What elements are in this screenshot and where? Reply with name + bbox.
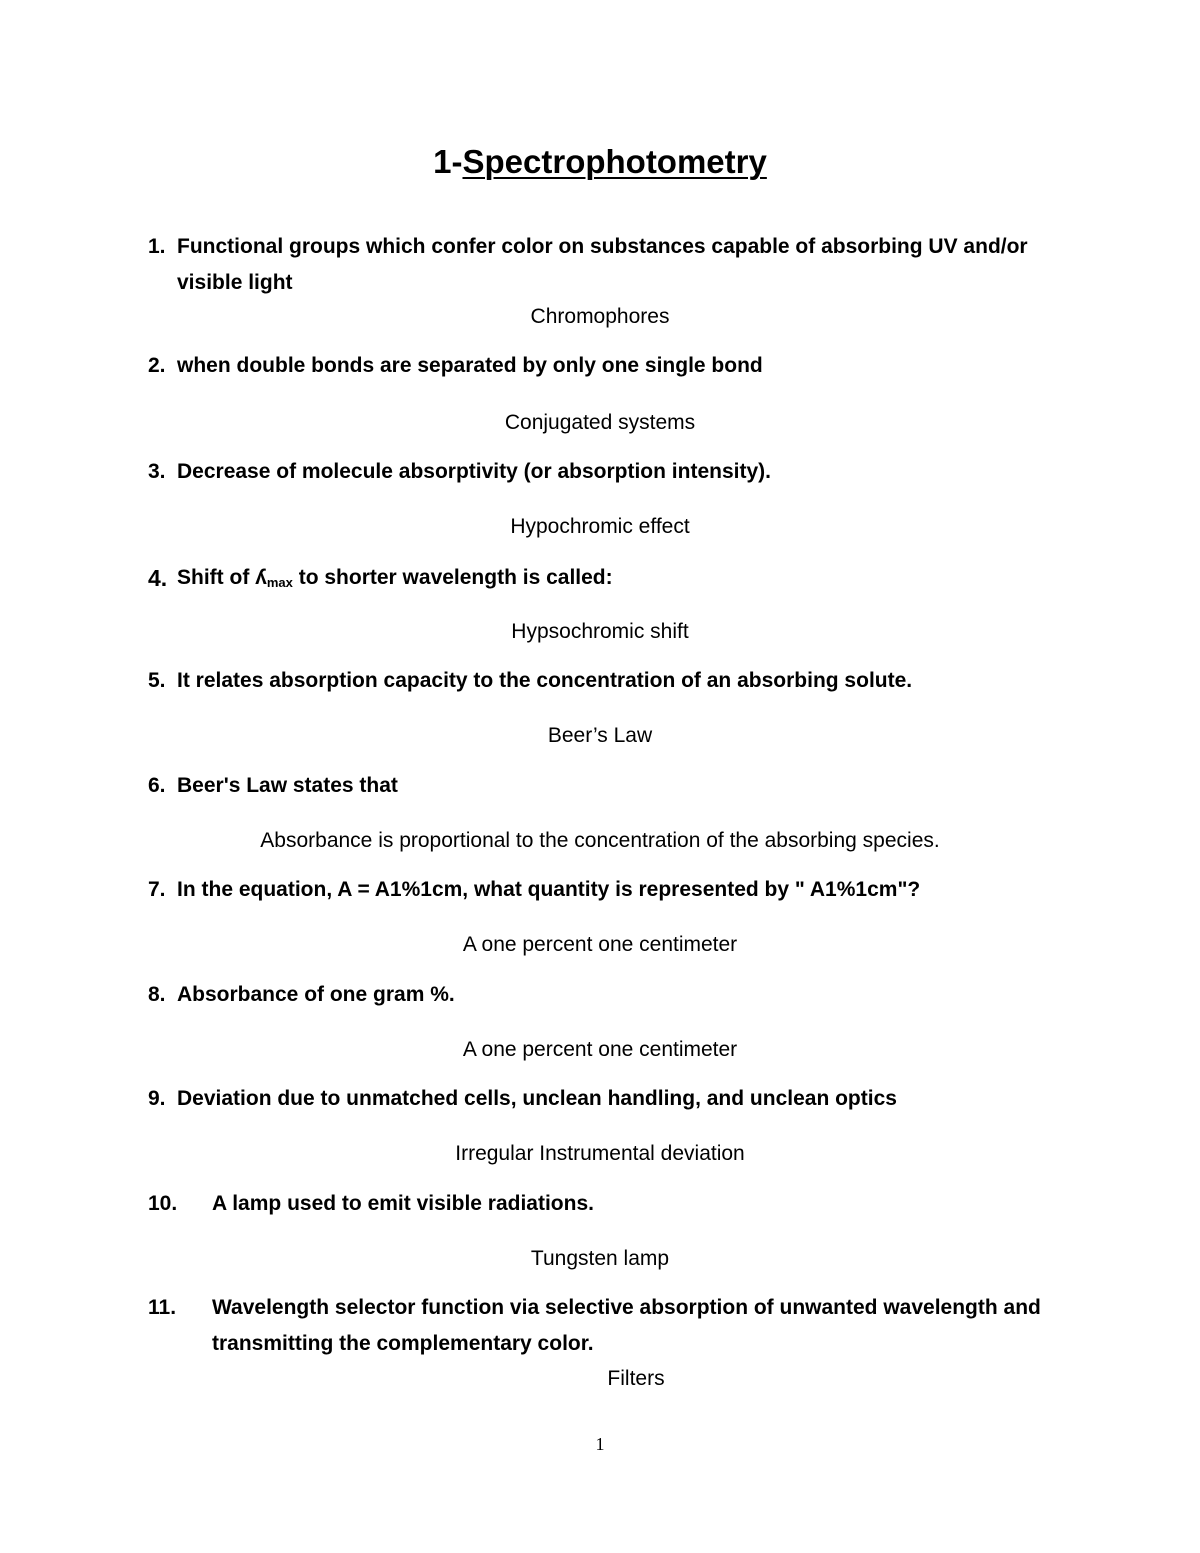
answer-9: Irregular Instrumental deviation — [455, 1142, 745, 1165]
question-number: 6. — [148, 774, 166, 797]
question-text: In the equation, A = A1%1cm, what quantity is represented by " A1%1cm"? — [177, 878, 921, 901]
question-10 — [148, 1186, 1078, 1222]
question-5 — [148, 663, 1078, 699]
question-text: Deviation due to unmatched cells, unclean handling, and unclean optics — [177, 1087, 897, 1110]
question-number: 9. — [148, 1087, 166, 1110]
question-1 — [148, 229, 1078, 301]
question-text: when double bonds are separated by only one single bond — [177, 354, 763, 377]
question-number: 7. — [148, 878, 166, 901]
answer-4: Hypsochromic shift — [511, 620, 689, 643]
question-11 — [148, 1290, 1078, 1362]
page-title — [0, 138, 1200, 186]
question-number: 10. — [148, 1192, 178, 1215]
question-2 — [148, 348, 1078, 384]
title-text: Spectrophotometry — [462, 143, 767, 180]
question-7 — [148, 872, 1078, 908]
question-text: Wavelength selector function via selective absorption of unwanted wavelength and transmitting the complementary color. — [212, 1296, 1041, 1355]
page-number: 1 — [595, 1434, 605, 1454]
title-number: 1- — [433, 143, 463, 180]
question-number: 1. — [148, 235, 166, 258]
question-number: 2. — [148, 354, 166, 377]
lambda-subscript: max — [266, 575, 293, 590]
question-text-after: to shorter wavelength is called: — [292, 566, 613, 589]
question-9 — [148, 1081, 1078, 1117]
question-number: 3. — [148, 460, 166, 483]
answer-8: A one percent one centimeter — [462, 1038, 738, 1061]
answer-3: Hypochromic effect — [510, 515, 690, 538]
question-8 — [148, 977, 1078, 1013]
question-number: 5. — [148, 669, 166, 692]
question-text: Beer's Law states that — [177, 774, 398, 797]
answer-2: Conjugated systems — [504, 411, 696, 434]
answer-7: A one percent one centimeter — [462, 933, 738, 956]
question-text: Absorbance of one gram %. — [177, 983, 455, 1006]
question-3 — [148, 454, 1078, 490]
answer-11: Filters — [607, 1367, 665, 1390]
answer-6: Absorbance is proportional to the concentration of the absorbing species. — [260, 829, 940, 852]
question-number: 11. — [148, 1296, 177, 1319]
answer-10: Tungsten lamp — [530, 1247, 670, 1270]
answer-1: Chromophores — [530, 305, 670, 328]
question-text — [148, 560, 1078, 601]
question-text: It relates absorption capacity to the concentration of an absorbing solute. — [177, 669, 913, 692]
question-text: Decrease of molecule absorptivity (or absorption intensity). — [177, 460, 771, 483]
question-6 — [148, 768, 1078, 804]
question-4 — [148, 560, 1078, 601]
question-number: 4. — [148, 565, 168, 591]
question-text: A lamp used to emit visible radiations. — [212, 1192, 594, 1215]
answer-5: Beer’s Law — [547, 724, 653, 747]
question-number: 8. — [148, 983, 166, 1006]
lambda-symbol: ʎ — [255, 566, 267, 589]
question-text: Functional groups which confer color on substances capable of absorbing UV and/or visible light — [177, 235, 1028, 294]
question-text-before: Shift of — [177, 566, 256, 589]
